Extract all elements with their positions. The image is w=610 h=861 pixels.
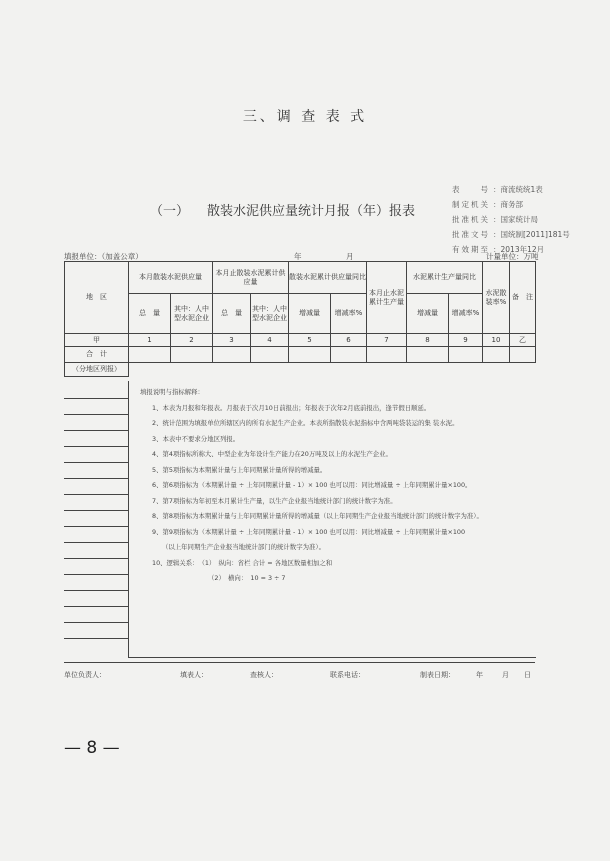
page-number: — 8 — (64, 738, 120, 758)
total-label: 合 计 (65, 347, 129, 363)
header-change-rate-1: 增减率% (331, 294, 367, 334)
header-change-2: 增减量 (407, 294, 449, 334)
footer-preparer: 填表人： (180, 671, 208, 679)
region-row-line (64, 446, 128, 447)
regions-label: （分地区列报） (65, 363, 129, 377)
meta-key: 批准文号 (452, 230, 488, 239)
region-row-line (64, 526, 128, 527)
meta-value: 2013年12月 (500, 245, 545, 254)
code-cell: 3 (213, 334, 251, 347)
note-item: 8、第8项指标为本期累计量与上年同期累计量所得的增减量（以上年同期生产企业报当地统计部门的统计数字为准）。 (152, 512, 483, 520)
code-cell: 6 (331, 334, 367, 347)
header-large-medium-2: 其中：人中型水泥企业 (251, 294, 289, 334)
region-row-line (64, 430, 128, 431)
footer-day: 日 (524, 671, 531, 679)
header-remarks: 备 注 (510, 262, 536, 334)
meta-value: 国家统计局 (500, 215, 538, 224)
header-monthly-supply: 本月散装水泥供应量 (129, 262, 213, 294)
filling-instructions (140, 385, 483, 587)
meta-key: 制定机关 (452, 200, 488, 209)
footer-reviewer: 查核人： (250, 671, 278, 679)
region-row-line (64, 398, 128, 399)
note-item: 5、第5项指标为本期累计量与上年同期累计量所得的增减量。 (152, 465, 327, 474)
meta-value: 商务部 (500, 200, 523, 209)
header-total-2: 总 量 (213, 294, 251, 334)
note-item: 3、本表中不要求分地区列报。 (152, 434, 240, 443)
header-change-rate-2: 增减率% (449, 294, 483, 334)
meta-key: 表号 (452, 185, 488, 194)
section-title: 三、调 查 表 式 (242, 109, 368, 125)
region-row-line (64, 606, 128, 607)
note-item: 6、第6项指标为（本期累计量 ÷ 上年同期累计量 - 1）× 100 也可以用：同比增减量 ÷ 上年同期累计量×100。 (152, 481, 472, 489)
form-metadata (452, 182, 570, 257)
regions-row (65, 363, 536, 377)
note-item: 2、统计范围为填报单位所辖区内的所有水泥生产企业。本表所指散装水泥指标中含两吨袋装运的集 装水泥。 (152, 419, 459, 427)
code-cell: 5 (289, 334, 331, 347)
meta-row: 批准机关 ： 国家统计局 (452, 212, 570, 227)
meta-value: 商流统统1表 (500, 185, 543, 194)
form-title (150, 200, 415, 219)
footer-year: 年 (476, 671, 483, 679)
note-item: 9、第9项指标为（本期累计量 ÷ 上年同期累计量 - 1）× 100 也可以用：同比增减量 ÷ 上年同期累计量×100 (152, 527, 466, 536)
meta-key: 批准机关 (452, 215, 488, 224)
notes-heading: 填报说明与指标解释： (140, 388, 204, 396)
header-change-1: 增减量 (289, 294, 331, 334)
header-cumulative-production: 本月止水泥累计生产量 (367, 262, 407, 334)
meta-row: 表号 ： 商流统统1表 (452, 182, 570, 197)
header-total-1: 总 量 (129, 294, 171, 334)
header-production-yoy: 水泥累计生产量同比 (407, 262, 483, 294)
header-large-medium-1: 其中：人中型水泥企业 (171, 294, 213, 334)
footer-month: 月 (502, 671, 509, 679)
code-cell: 8 (407, 334, 449, 347)
footer-divider (64, 662, 535, 663)
header-cumulative-supply: 本月止散装水泥累计供应量 (213, 262, 289, 294)
footer-phone: 联系电话： (330, 671, 365, 679)
region-row-line (64, 414, 128, 415)
header-bulk-rate: 水泥散装率% (483, 262, 510, 334)
footer-date: 制表日期： (420, 671, 455, 679)
note-item: 7、第7项指标为年初至本月累计生产量，以生产企业报当地统计部门的统计数字为准。 (152, 496, 397, 505)
code-cell: 甲 (65, 334, 129, 347)
region-row-line (64, 494, 128, 495)
region-row-line (64, 622, 128, 623)
region-row-line (64, 510, 128, 511)
meta-row: 批准文号 ： 国统制[2011]181号 (452, 227, 570, 242)
code-cell: 7 (367, 334, 407, 347)
header-month-label: 月 (346, 252, 354, 261)
form-number: （一） (150, 204, 190, 219)
code-cell: 1 (129, 334, 171, 347)
region-row-line (64, 542, 128, 543)
code-cell: 4 (251, 334, 289, 347)
code-cell: 9 (449, 334, 483, 347)
meta-value: 国统制[2011]181号 (500, 230, 570, 239)
code-cell: 10 (483, 334, 510, 347)
header-supply-yoy: 散装水泥累计供应量同比 (289, 262, 367, 294)
meta-row: 有效期至 ： 2013年12月 (452, 242, 570, 257)
header-region: 地 区 (65, 262, 129, 334)
region-row-line (64, 558, 128, 559)
region-row-line (64, 478, 128, 479)
total-row (65, 347, 536, 363)
code-cell: 乙 (510, 334, 536, 347)
note-item: 4、第4项指标所称大、中型企业为年设计生产能力在20万吨及以上的水泥生产企业。 (152, 450, 392, 458)
fill-unit-label: 填报单位：（加盖公章） (64, 252, 143, 261)
header-year-label: 年 (294, 252, 302, 261)
region-row-line (64, 462, 128, 463)
region-row-line (64, 638, 128, 639)
note-item: （以上年同期生产企业报当地统计部门的统计数字为准）。 (162, 543, 325, 551)
note-item: 1、本表为月报和年报表。月报表于次月10日前报出；年报表于次年2月底前报出，逢节假日顺延。 (152, 403, 431, 412)
form-title-text: 散装水泥供应量统计月报（年）报表 (207, 204, 416, 219)
note-item: （2） 横向： 10 = 3 ÷ 7 (208, 574, 286, 582)
note-item: 10、逻辑关系： （1） 纵向：省栏 合计 = 各地区数量相加之和 (152, 558, 333, 567)
code-row (65, 334, 536, 347)
region-row-line (64, 590, 128, 591)
footer-unit-head: 单位负责人： (64, 671, 106, 679)
measure-unit-label: 计量单位：万吨 (486, 252, 539, 261)
report-table (64, 261, 536, 377)
code-cell: 2 (171, 334, 213, 347)
meta-row: 制定机关 ： 商务部 (452, 197, 570, 212)
meta-key: 有效期至 (452, 245, 488, 254)
region-row-line (64, 574, 128, 575)
